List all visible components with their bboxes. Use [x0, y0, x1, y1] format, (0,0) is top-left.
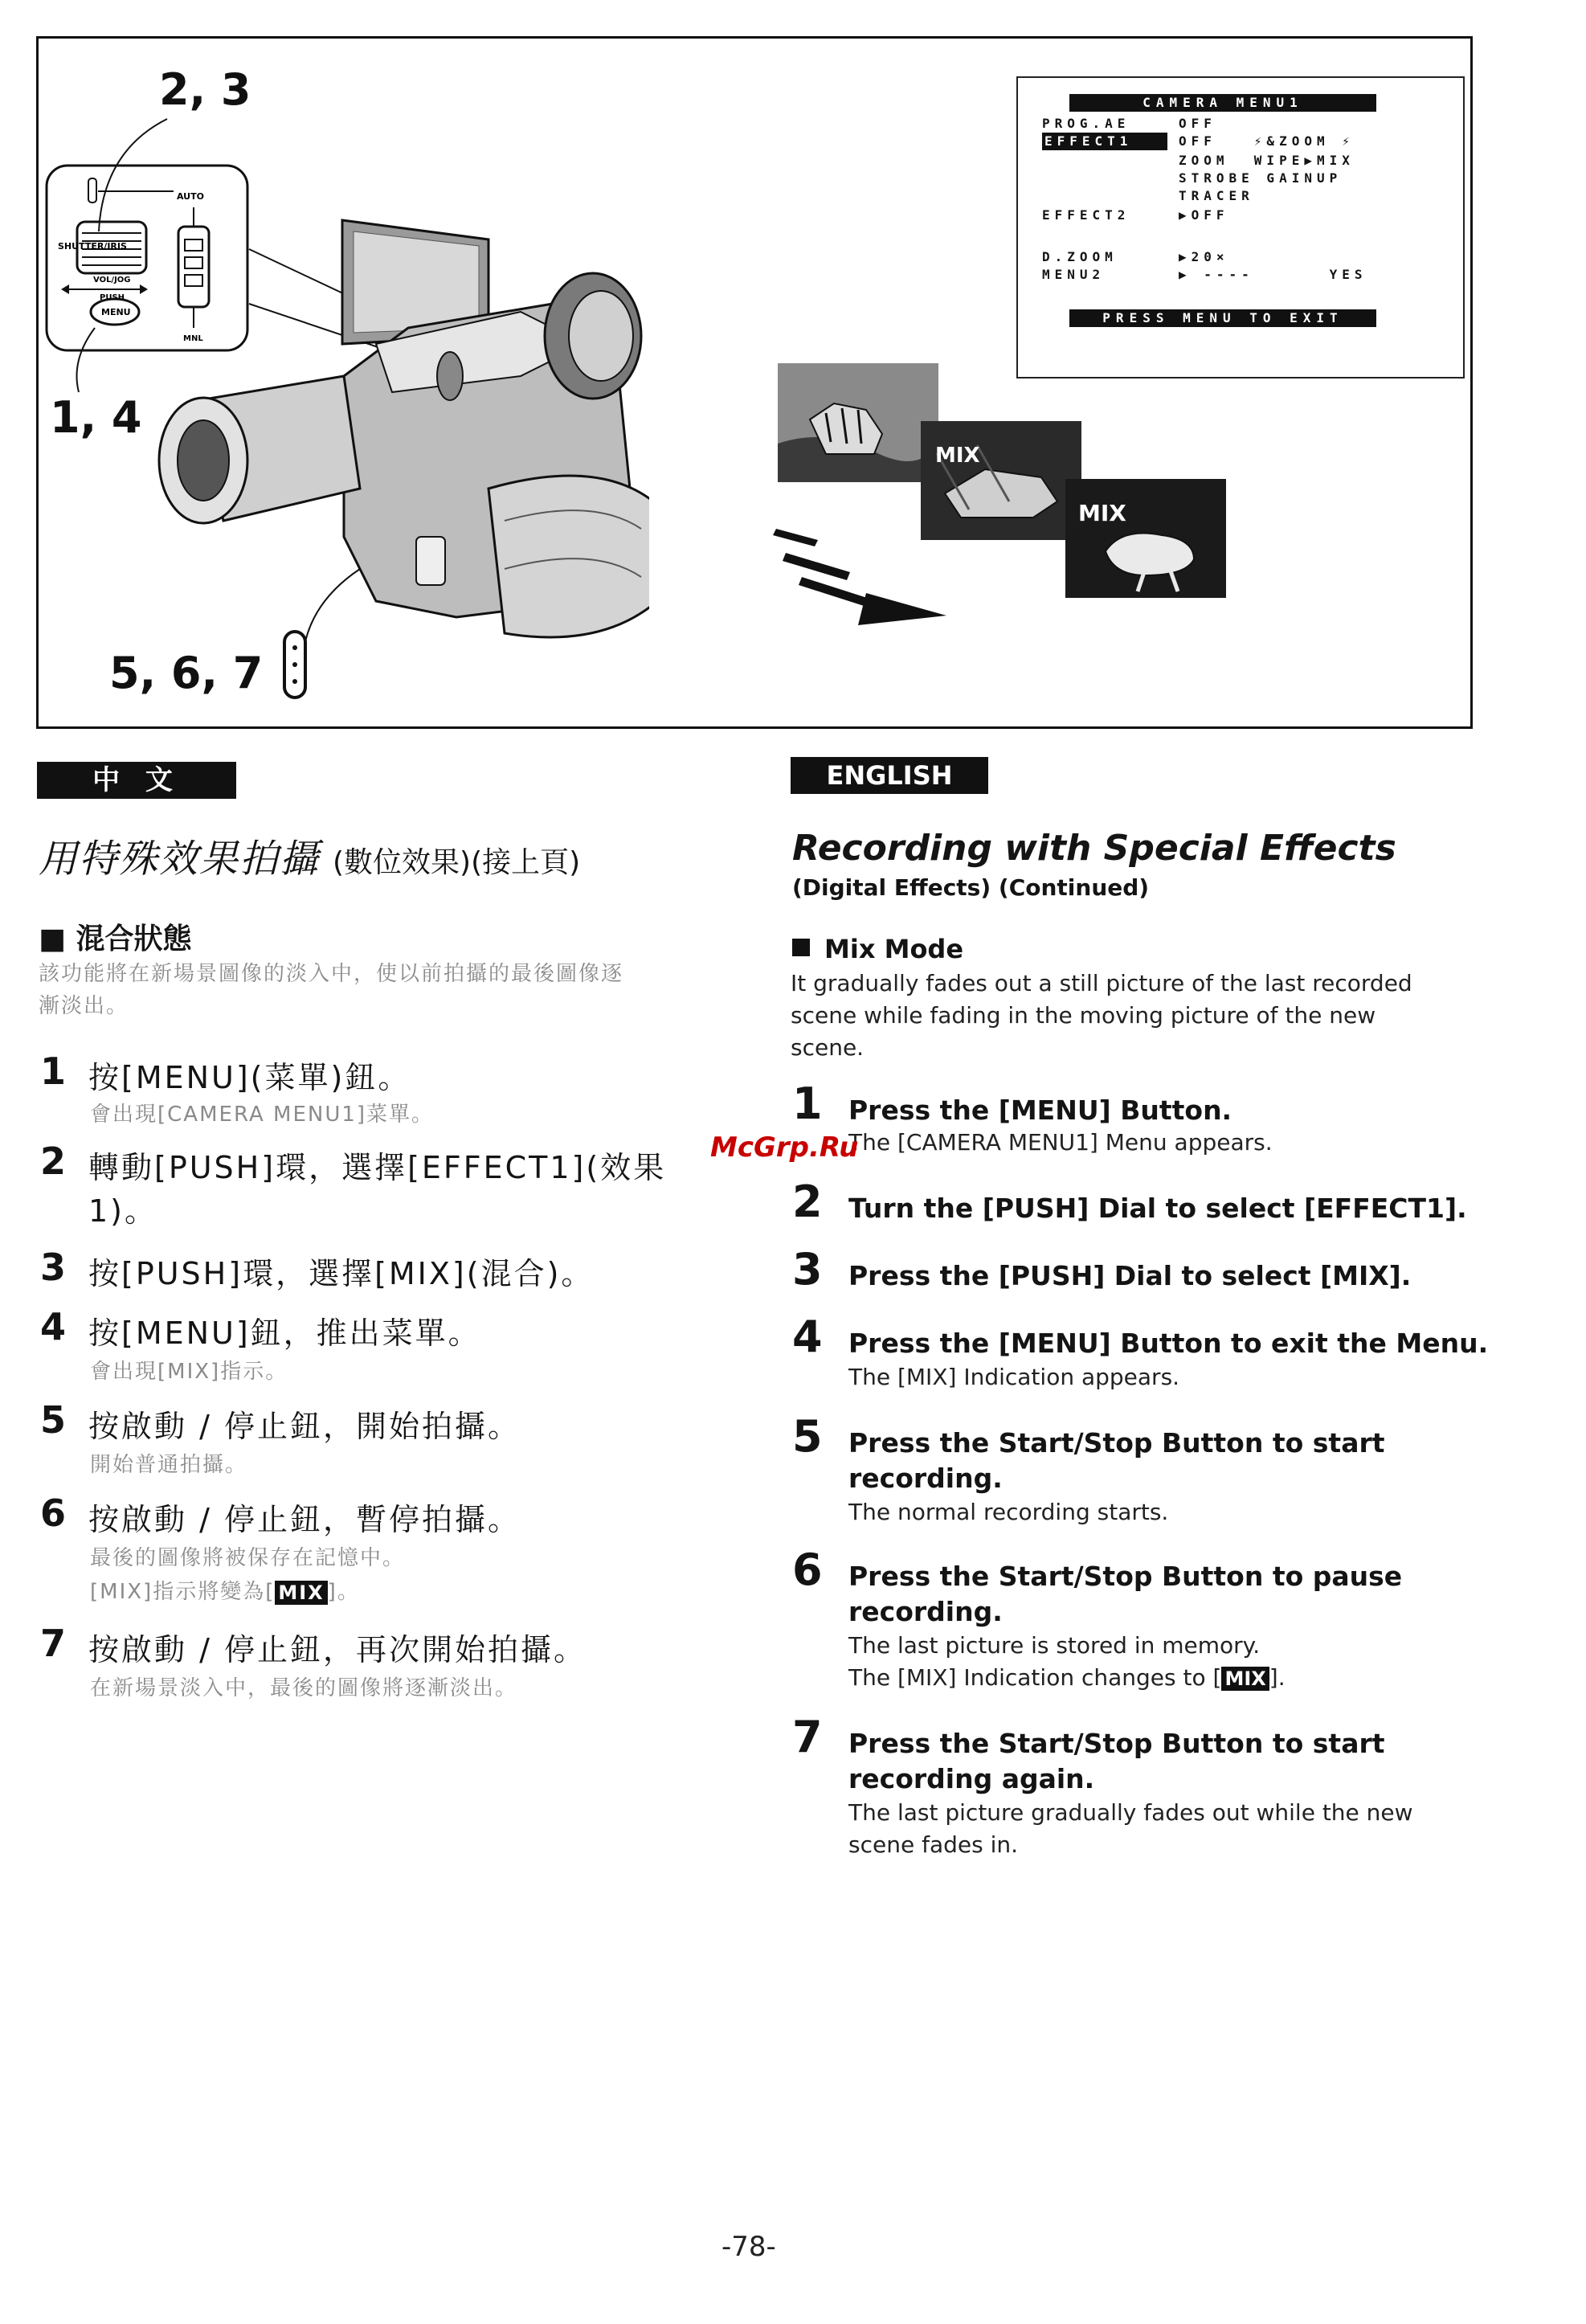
illustration-panel: [36, 36, 1473, 729]
chinese-intro: 該功能將在新場景圖像的淡入中，使以前拍攝的最後圖像逐 漸淡出。: [39, 962, 624, 1018]
english-step-1: 1 Press the [MENU] Button. The [CAMERA MENU1] Menu appears.: [792, 1078, 1273, 1156]
page-number: -78-: [721, 2231, 776, 2263]
thumbnail-new-scene: [1065, 479, 1226, 598]
mix-indicator-icon: MIX: [1221, 1667, 1269, 1691]
menu-row-effect2: EFFECT2 ▶OFF: [1042, 207, 1229, 223]
english-step-7: 7 Press the Start/Stop Button to start recording again. The last picture gradually fades out while the new scene fades in.: [792, 1712, 1413, 1858]
chinese-step-7: 7 按啟動 / 停止鈕，再次開始拍攝。 在新場景淡入中，最後的圖像將逐漸淡出。: [40, 1622, 587, 1700]
chinese-step-2: 2 轉動[PUSH]環，選擇[EFFECT1](效果 1)。: [40, 1139, 667, 1229]
auto-label: AUTO: [177, 191, 204, 202]
watermark: McGrp.Ru: [710, 1131, 859, 1164]
english-subtitle: (Digital Effects) (Continued): [792, 874, 1150, 901]
push-label: PUSH: [100, 293, 125, 302]
mix-indicator: MIX: [935, 444, 980, 468]
english-title: Recording with Special Effects: [792, 828, 1396, 869]
chinese-mix-change-line: [MIX]指示將變為[ MIX ]。: [90, 1580, 360, 1604]
menu-row-effect-options: TRACER: [1179, 188, 1254, 203]
english-intro: It gradually fades out a still picture of the last recorded scene while fading in the moving picture of the new scene.: [791, 970, 1412, 1061]
english-language-header: ENGLISH: [791, 757, 988, 794]
menu-row-effect-options: ZOOM WIPE▶MIX: [1179, 153, 1355, 168]
chinese-section-heading: ■ 混合狀態: [39, 923, 192, 955]
english-mix-change-line: The [MIX] Indication changes to [ MIX ].: [848, 1664, 1286, 1691]
english-step-6: 6 Press the Start/Stop Button to pause recording. The last picture is stored in memory. The [MIX] Indication changes to [ MIX ].: [792, 1545, 823, 1595]
english-step-4: 4 Press the [MENU] Button to exit the Menu. The [MIX] Indication appears.: [792, 1311, 1489, 1390]
english-step-5: 5 Press the Start/Stop Button to start recording. The normal recording starts.: [792, 1411, 1385, 1525]
english-section-heading: Mix Mode: [792, 934, 963, 964]
menu-footer: PRESS MENU TO EXIT: [1069, 309, 1376, 327]
chinese-step-3: 3 按[PUSH]環，選擇[MIX](混合)。: [40, 1246, 595, 1291]
english-step-2: 2 Turn the [PUSH] Dial to select [EFFECT1].: [792, 1176, 1467, 1227]
camcorder-illustration: [39, 39, 649, 730]
chinese-language-header: 中 文: [37, 762, 236, 799]
mix-indicator-large: MIX: [1078, 500, 1126, 526]
menu-row-d-zoom: D.ZOOM ▶20×: [1042, 249, 1229, 264]
chinese-step-5: 5 按啟動 / 停止鈕，開始拍攝。 開始普通拍攝。: [40, 1398, 521, 1477]
vol-jog-label: VOL/JOG: [93, 276, 131, 284]
thumbnail-previous-scene: [778, 363, 938, 482]
mix-indicator-icon: MIX: [275, 1581, 327, 1605]
chinese-title: 用特殊效果拍攝 (數位效果)(接上頁): [39, 837, 581, 882]
menu-row-prog-ae: PROG.AE OFF: [1042, 116, 1216, 131]
chinese-step-4: 4 按[MENU]鈕，推出菜單。 會出現[MIX]指示。: [40, 1305, 481, 1384]
callout-steps-2-3: 2, 3: [159, 64, 251, 115]
menu-row-effect1: EFFECT1 OFF ⚡&ZOOM ⚡: [1042, 133, 1355, 150]
menu-title: CAMERA MENU1: [1069, 94, 1376, 112]
mnl-label: MNL: [183, 334, 203, 343]
camera-menu-screen: [1016, 76, 1465, 378]
menu-row-menu2: MENU2 ▶ ---- YES: [1042, 267, 1367, 282]
menu-button-label: MENU: [101, 307, 131, 317]
sequence-arrow-icon: [770, 513, 963, 633]
chinese-step-6: 6 按啟動 / 停止鈕，暫停拍攝。 最後的圖像將被保存在記憶中。 [MIX]指示將變為[ MIX ]。: [40, 1491, 521, 1604]
chinese-step-1: 1 按[MENU](菜單)鈕。 會出現[CAMERA MENU1]菜單。: [40, 1049, 435, 1127]
callout-steps-1-4: 1, 4: [50, 392, 142, 443]
menu-row-effect-options: STROBE GAINUP: [1179, 170, 1343, 186]
shutter-iris-label: SHUTTER/IRIS: [58, 241, 127, 252]
square-bullet-icon: [792, 939, 810, 956]
english-step-3: 3 Press the [PUSH] Dial to select [MIX].: [792, 1244, 1412, 1295]
callout-steps-5-6-7: 5, 6, 7: [109, 648, 264, 698]
